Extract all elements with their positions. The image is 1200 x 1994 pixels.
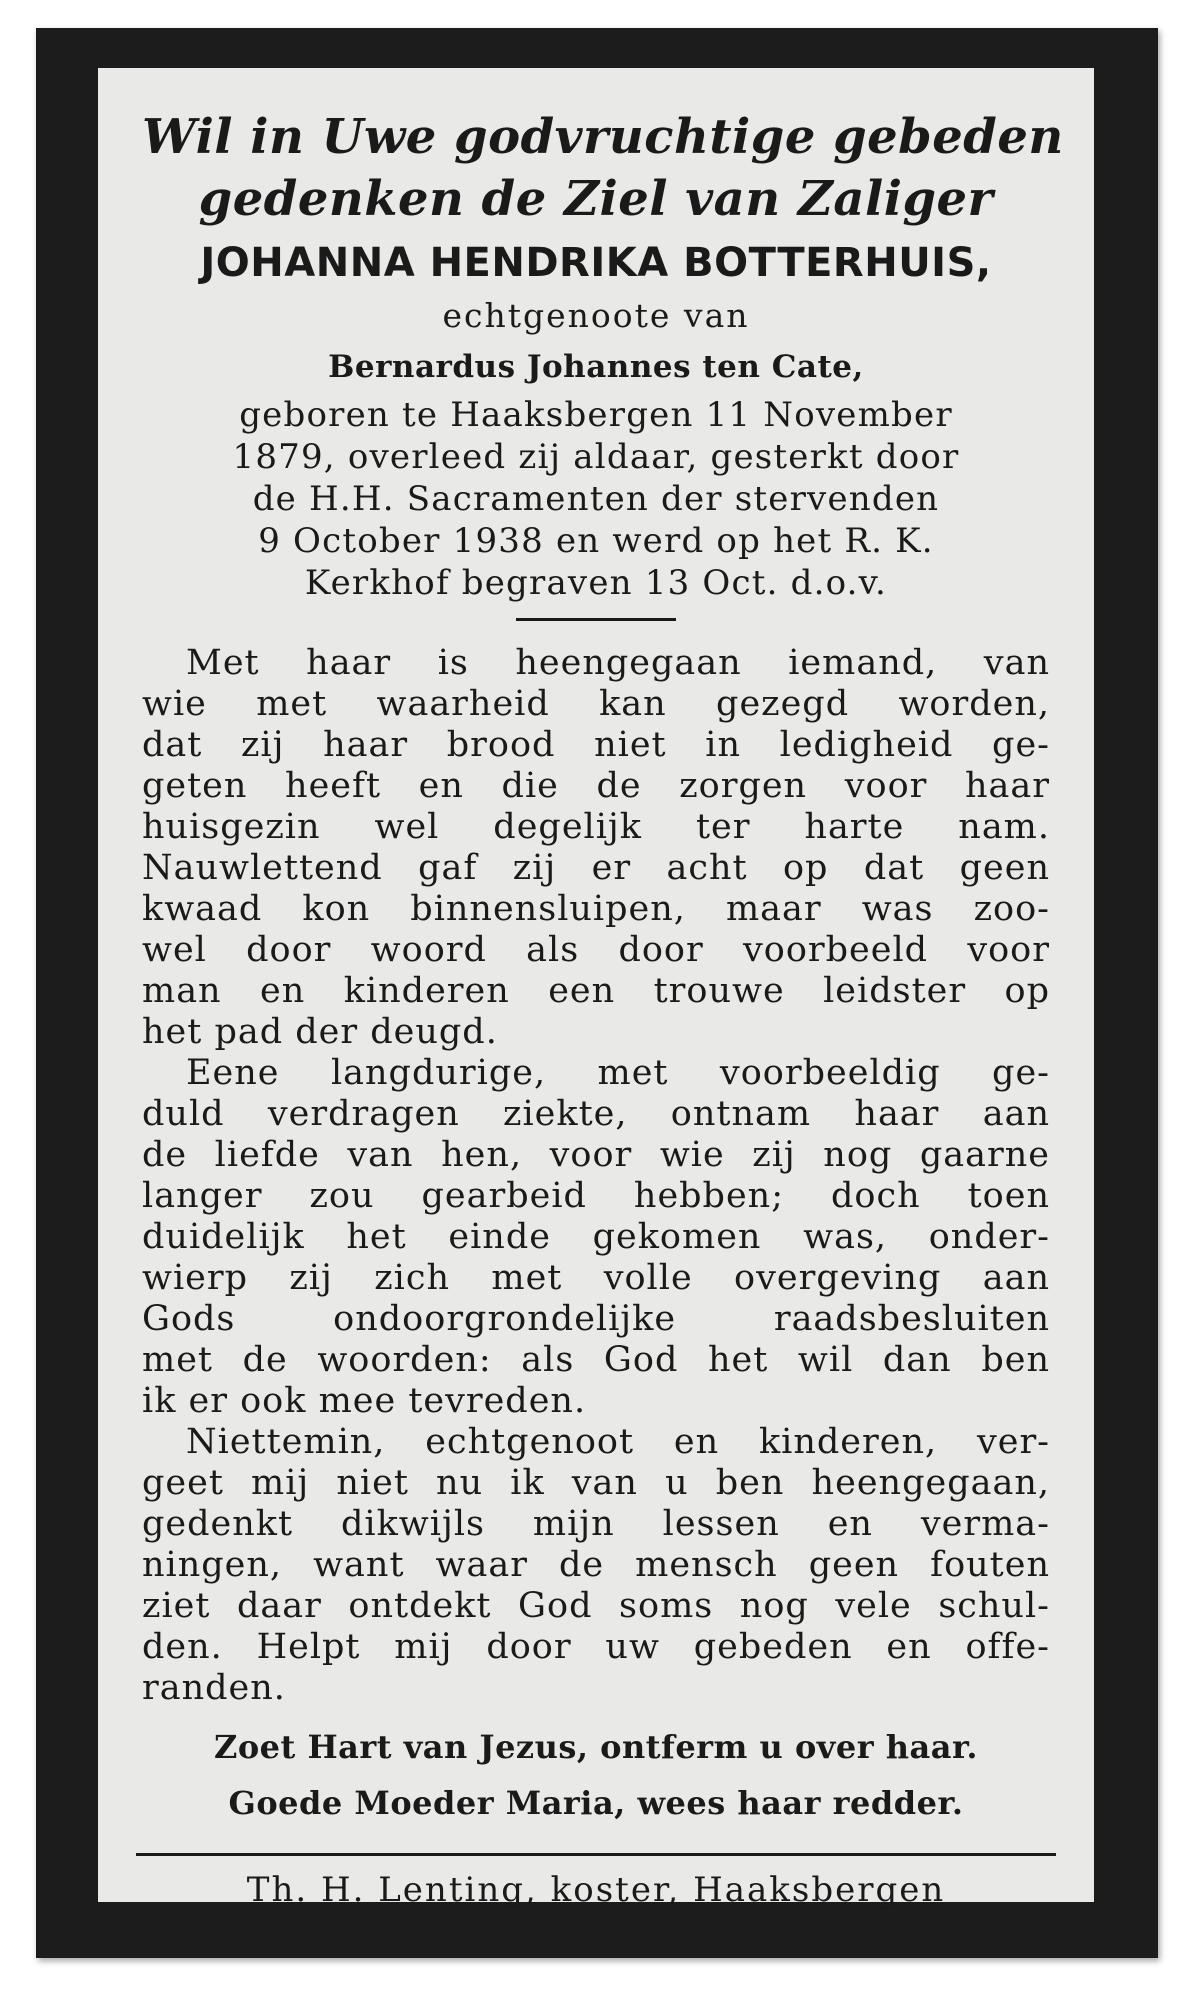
text-line: langer zou gearbeid hebben; doch toen xyxy=(142,1176,1050,1216)
text-line: Niettemin, echtgenoot en kinderen, ver- xyxy=(186,1422,1050,1462)
text-line: gedenkt dikwijls mijn lessen en verma- xyxy=(142,1504,1050,1544)
spouse-label: echtgenoote van xyxy=(442,296,750,335)
text-line: Met haar is heengegaan iemand, van xyxy=(186,643,1050,683)
spouse-name: Bernardus Johannes ten Cate, xyxy=(328,349,864,385)
text-line: den. Helpt mij door uw gebeden en offe- xyxy=(142,1627,1050,1667)
bio-line: 1879, overleed zij aldaar, gesterkt door xyxy=(232,437,960,477)
prayer-line-1: Zoet Hart van Jezus, ontferm u over haar. xyxy=(213,1728,979,1766)
biography xyxy=(142,394,1050,604)
text-line: kwaad kon binnensluipen, maar was zoo- xyxy=(142,889,1050,929)
text-line: Gods ondoorgrondelijke raadsbesluiten xyxy=(142,1299,1050,1339)
bio-line: 9 October 1938 en werd op het R. K. xyxy=(258,521,934,561)
text-line: huisgezin wel degelijk ter harte nam. xyxy=(142,807,1050,847)
bio-line: Kerkhof begraven 13 Oct. d.o.v. xyxy=(304,563,888,603)
text-line: met de woorden: als God het wil dan ben xyxy=(142,1340,1050,1380)
text-line: geet mij niet nu ik van u ben heengegaan, xyxy=(142,1463,1050,1503)
paragraph-1 xyxy=(142,643,1050,1053)
text-line: Nauwlettend gaf zij er acht op dat geen xyxy=(142,848,1050,888)
text-line: wierp zij zich met volle overgeving aan xyxy=(142,1258,1050,1298)
bio-line: de H.H. Sacramenten der stervenden xyxy=(252,479,940,519)
text-line: wie met waarheid kan gezegd worden, xyxy=(142,684,1050,724)
prayers xyxy=(142,1719,1050,1831)
header-line-1: Wil in Uwe godvruchtige gebeden xyxy=(142,109,1064,165)
divider xyxy=(516,618,676,621)
prayer-line-2: Goede Moeder Maria, wees haar redder. xyxy=(228,1784,964,1822)
text-line: wel door woord als door voorbeeld voor xyxy=(142,930,1050,970)
text-line: geten heeft en die de zorgen voor haar xyxy=(142,766,1050,806)
text-line: randen. xyxy=(142,1668,286,1708)
paragraph-2 xyxy=(142,1053,1050,1422)
text-line: ziet daar ontdekt God soms nog vele schul- xyxy=(142,1586,1050,1626)
text-line: dat zij haar brood niet in ledigheid ge- xyxy=(142,725,1050,765)
card-paper xyxy=(98,68,1094,1910)
text-line: ningen, want waar de mensch geen fouten xyxy=(142,1545,1050,1585)
header-line-2: gedenken de Ziel van Zaliger xyxy=(198,171,994,227)
text-line: man en kinderen een trouwe leidster op xyxy=(142,971,1050,1011)
text-line: ik er ook mee tevreden. xyxy=(142,1381,587,1421)
text-line: duidelijk het einde gekomen was, onder- xyxy=(142,1217,1050,1257)
text-line: het pad der deugd. xyxy=(142,1012,498,1052)
deceased-name: JOHANNA HENDRIKA BOTTERHUIS, xyxy=(200,240,992,286)
text-line: duld verdragen ziekte, ontnam haar aan xyxy=(142,1094,1050,1134)
text-line: Eene langdurige, met voorbeeldig ge- xyxy=(186,1053,1050,1093)
header xyxy=(142,106,1064,230)
bio-line: geboren te Haaksbergen 11 November xyxy=(239,395,953,435)
paragraph-3 xyxy=(142,1422,1050,1709)
memorial-card xyxy=(36,28,1158,1958)
footer-rule xyxy=(136,1853,1056,1856)
text-line: de liefde van hen, voor wie zij nog gaarne xyxy=(142,1135,1050,1175)
printer-credit: Th. H. Lenting, koster, Haaksbergen xyxy=(246,1870,946,1910)
